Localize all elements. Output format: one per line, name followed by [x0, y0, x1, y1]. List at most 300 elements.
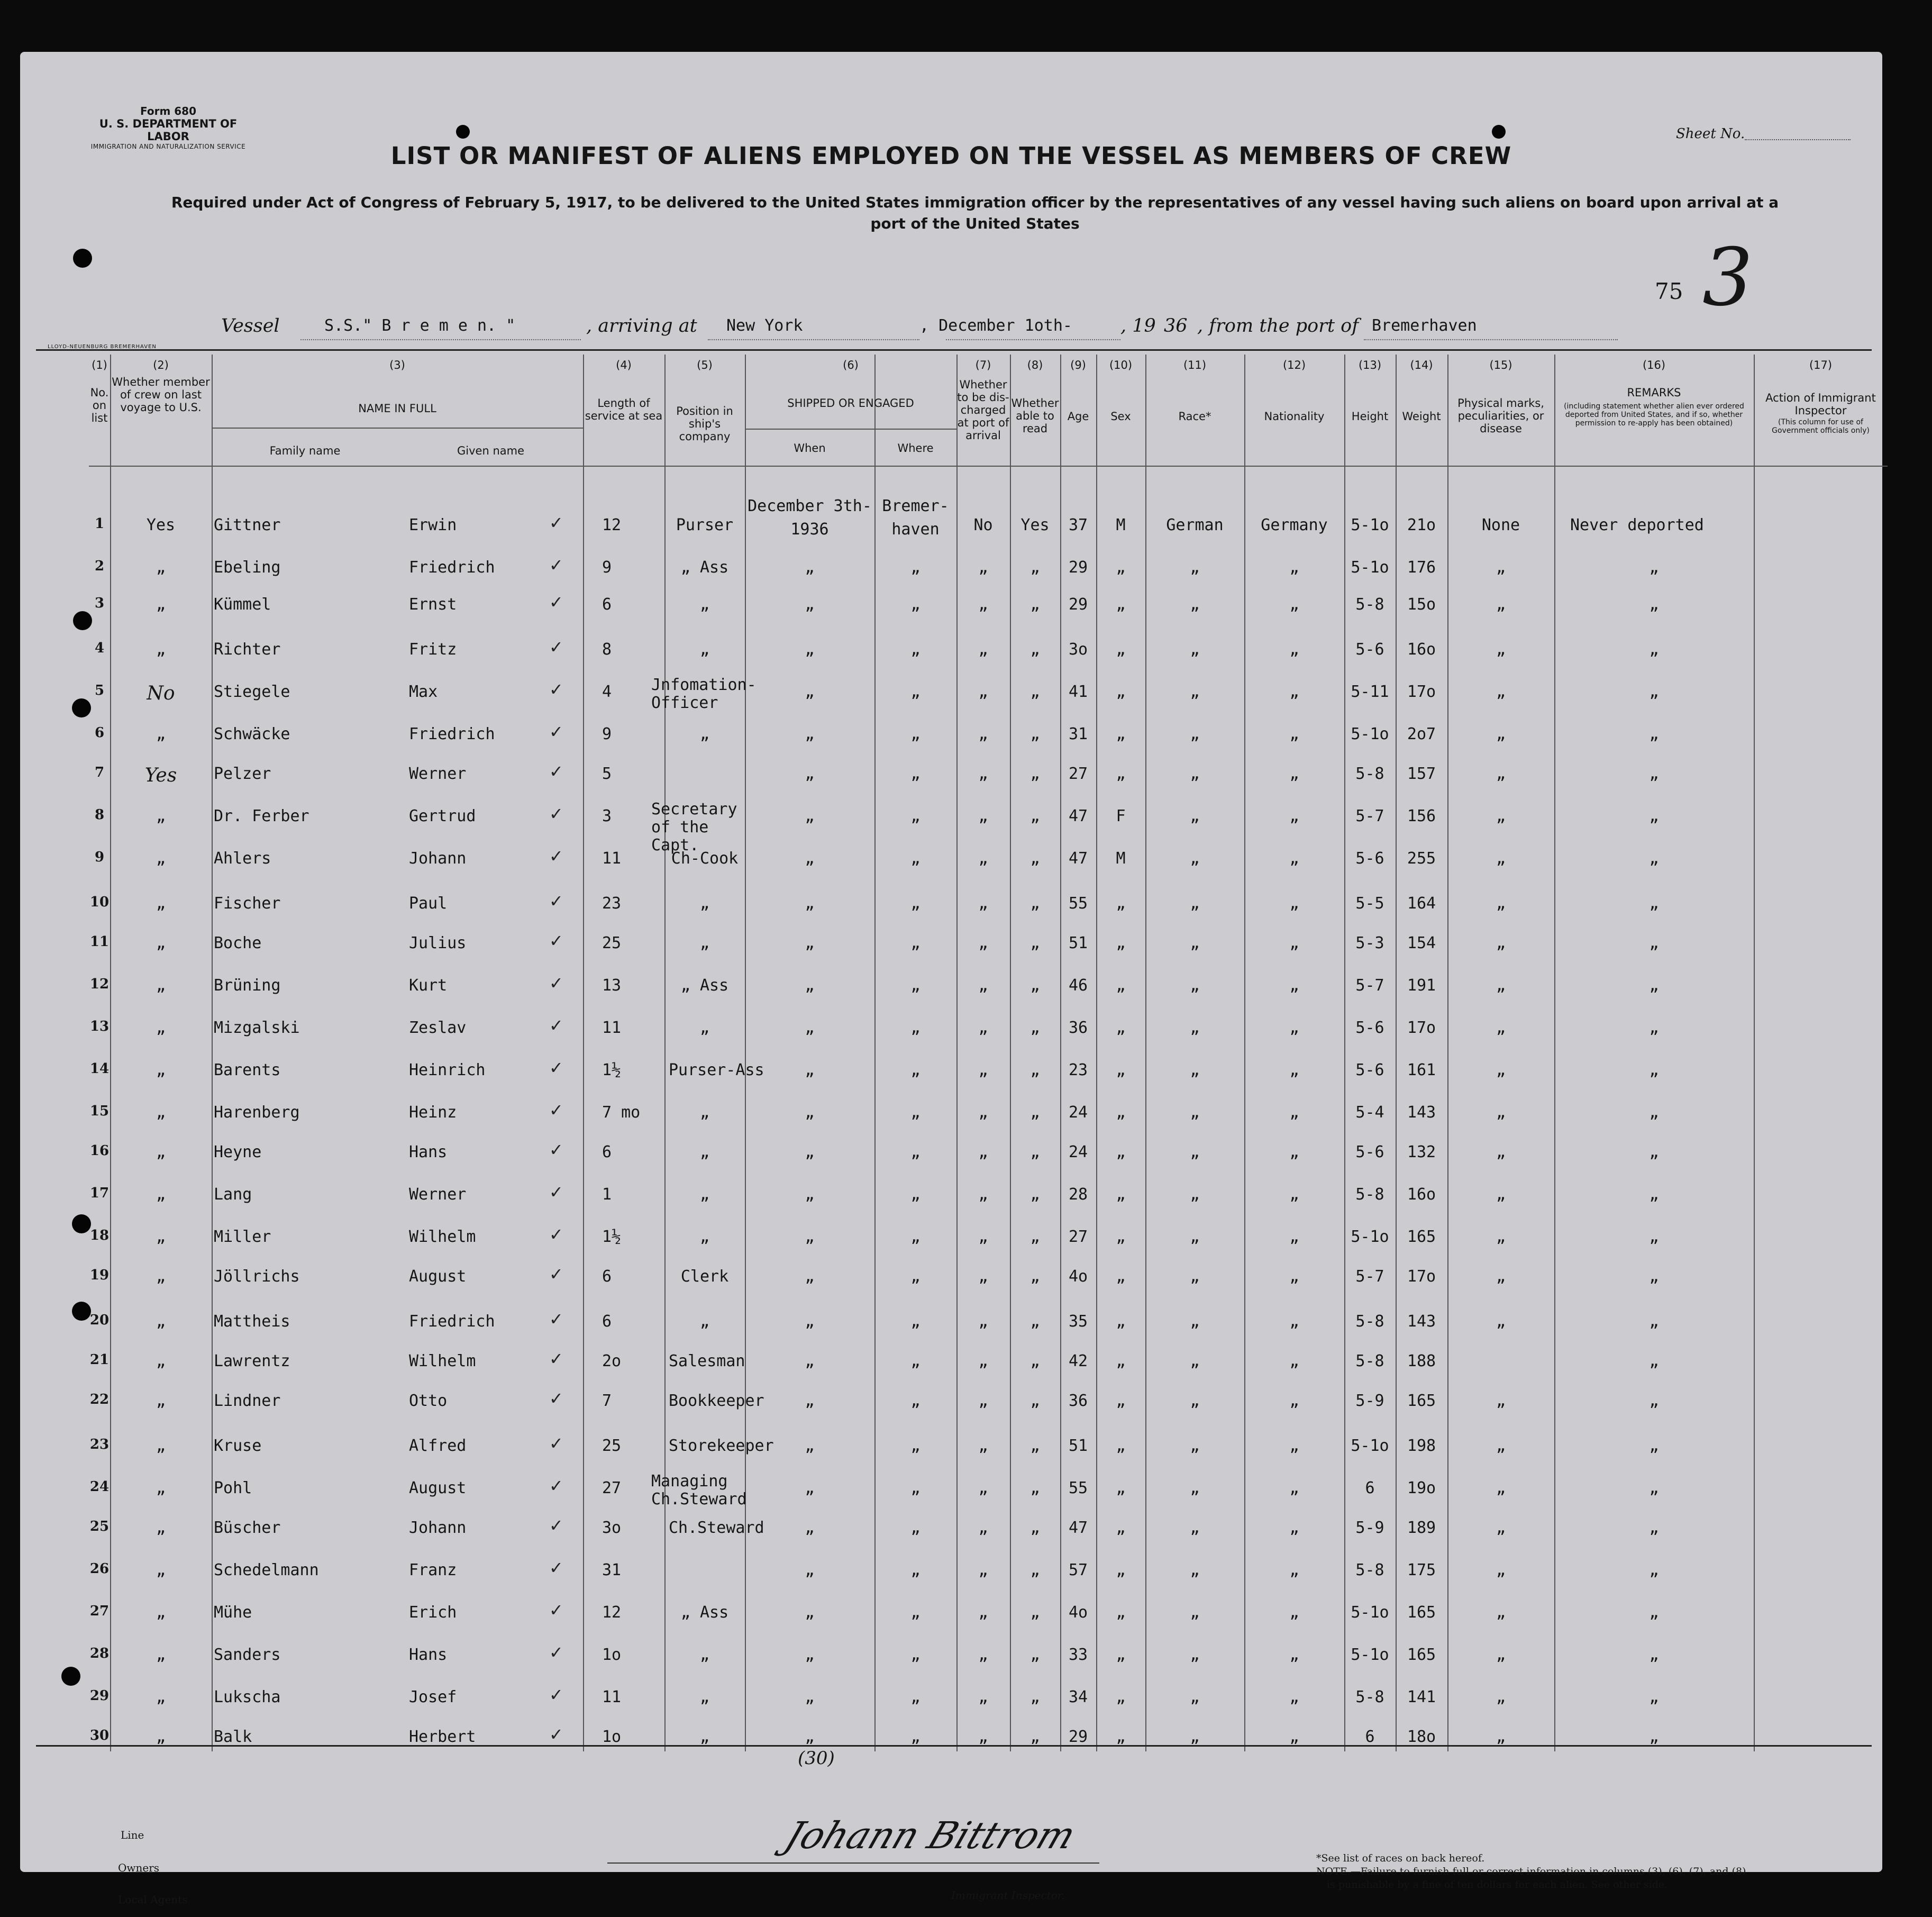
table-row [89, 1224, 1888, 1259]
member-value: „ [156, 1312, 166, 1331]
shipped-where: „ [910, 1103, 921, 1122]
height: 5-7 [1355, 807, 1384, 825]
physical-marks: „ [1496, 1019, 1506, 1037]
height: 5-4 [1355, 1103, 1384, 1122]
race: „ [1190, 765, 1200, 783]
remarks: „ [1649, 595, 1659, 614]
bottom-rule [36, 1745, 1872, 1747]
header-physical: Physical marks, peculiarities, or disease [1457, 397, 1544, 435]
row-number: 12 [89, 976, 110, 992]
service-length: 7 [602, 1392, 612, 1410]
remarks: „ [1649, 558, 1659, 577]
remarks: „ [1649, 1561, 1659, 1579]
physical-marks: „ [1496, 976, 1506, 995]
remarks: „ [1649, 934, 1659, 952]
table-row [89, 846, 1888, 881]
given-name: Max [409, 683, 438, 701]
row-number: 5 [94, 683, 105, 698]
read-value: „ [1030, 1061, 1040, 1079]
age: 51 [1068, 934, 1088, 952]
header-length: Length of service at sea [585, 397, 663, 422]
given-name: Zeslav [409, 1019, 467, 1037]
family-name: Lukscha [214, 1688, 281, 1706]
race: „ [1190, 1479, 1200, 1497]
check-mark: ✓ [549, 637, 563, 657]
row-number: 24 [89, 1479, 110, 1495]
shipped-when: „ [805, 683, 815, 701]
age: 29 [1068, 1728, 1088, 1746]
physical-marks: „ [1496, 1267, 1506, 1286]
shipped-when: „ [805, 558, 815, 577]
given-name: Johann [409, 1519, 467, 1537]
given-name: Erich [409, 1603, 457, 1622]
footer-inspector-label: Immigrant Inspector. [951, 1889, 1065, 1902]
remarks: „ [1649, 765, 1659, 783]
shipped-when: „ [805, 1688, 815, 1706]
discharged-value: „ [978, 894, 988, 913]
race: „ [1190, 595, 1200, 614]
table-row [89, 1642, 1888, 1677]
read-value: „ [1030, 976, 1040, 995]
weight: 156 [1407, 807, 1436, 825]
check-mark: ✓ [549, 1685, 563, 1705]
row-number: 14 [89, 1061, 110, 1077]
shipped-where: „ [910, 849, 921, 868]
race: „ [1190, 934, 1200, 952]
nationality: „ [1289, 558, 1299, 577]
sex: „ [1116, 1603, 1126, 1622]
port-underline [708, 339, 919, 340]
service-length: 25 [602, 1437, 622, 1455]
position: Purser [676, 516, 734, 534]
header-discharged: Whether to be dis-charged at port of arrival [957, 378, 1009, 442]
read-value: „ [1030, 683, 1040, 701]
weight: 17o [1407, 1019, 1436, 1037]
age: 35 [1068, 1312, 1088, 1331]
nationality: „ [1289, 1603, 1299, 1622]
sheet-no-label: Sheet No. [1676, 126, 1745, 142]
age: 36 [1068, 1392, 1088, 1410]
footer-line-label: Line [121, 1829, 144, 1841]
sex: „ [1116, 1561, 1126, 1579]
given-name: Erwin [409, 516, 457, 534]
service-length: 11 [602, 1688, 622, 1706]
total-count: (30) [798, 1748, 835, 1769]
header-rule [745, 429, 956, 430]
given-name: Josef [409, 1688, 457, 1706]
sex: „ [1116, 1728, 1126, 1746]
shipped-when: „ [805, 1561, 815, 1579]
crew-table [89, 355, 1888, 1751]
header-age: Age [1067, 410, 1089, 423]
family-name: Balk [214, 1728, 252, 1746]
given-name: Kurt [409, 976, 448, 995]
nationality: „ [1289, 1267, 1299, 1286]
service-length: 9 [602, 558, 612, 577]
shipped-when: „ [805, 640, 815, 659]
shipped-when: „ [805, 934, 815, 952]
nationality: „ [1289, 1646, 1299, 1664]
age: 4o [1068, 1603, 1088, 1622]
sex: „ [1116, 934, 1126, 952]
discharged-value: „ [978, 558, 988, 577]
height: 5-8 [1355, 1352, 1384, 1370]
race: German [1166, 516, 1224, 534]
shipped-when: „ [805, 1143, 815, 1161]
given-name: Wilhelm [409, 1352, 476, 1370]
table-row [89, 1058, 1888, 1093]
page-title: LIST OR MANIFEST OF ALIENS EMPLOYED ON THE VESSEL AS MEMBERS OF CREW [390, 142, 1512, 170]
table-row [89, 800, 1888, 855]
race: „ [1190, 1646, 1200, 1664]
physical-marks: „ [1496, 1103, 1506, 1122]
table-row [89, 1100, 1888, 1135]
race: „ [1190, 1143, 1200, 1161]
check-mark: ✓ [549, 1058, 563, 1078]
position: Jnfomation-Officer [651, 676, 757, 712]
shipped-where: „ [910, 725, 921, 743]
age: 47 [1068, 1519, 1088, 1537]
height: 5-1o [1351, 1228, 1389, 1246]
check-mark: ✓ [549, 761, 563, 782]
date-underline [946, 339, 1120, 340]
remarks: „ [1649, 725, 1659, 743]
top-rule [36, 349, 1872, 351]
race: „ [1190, 1519, 1200, 1537]
table-row [89, 1600, 1888, 1635]
physical-marks: „ [1496, 725, 1506, 743]
service-length: 4 [602, 683, 612, 701]
row-number: 30 [89, 1728, 110, 1743]
sex: „ [1116, 1437, 1126, 1455]
sex: „ [1116, 894, 1126, 913]
weight: 17o [1407, 683, 1436, 701]
shipped-where: „ [910, 765, 921, 783]
discharged-value: „ [978, 1267, 988, 1286]
sex: „ [1116, 1519, 1126, 1537]
discharged-value: „ [978, 1646, 988, 1664]
header-c9: (9) [1070, 359, 1086, 371]
check-mark: ✓ [549, 931, 563, 951]
family-name: Jöllrichs [214, 1267, 300, 1286]
shipped-when: „ [805, 894, 815, 913]
family-name: Lindner [214, 1392, 281, 1410]
member-value: Yes [146, 516, 176, 534]
member-value: „ [156, 1646, 166, 1664]
remarks: „ [1649, 849, 1659, 868]
shipped-where: „ [910, 1688, 921, 1706]
race: „ [1190, 683, 1200, 701]
position: Ch.Steward [669, 1519, 764, 1537]
family-name: Boche [214, 934, 262, 952]
age: 37 [1068, 516, 1088, 534]
nationality: „ [1289, 640, 1299, 659]
race: „ [1190, 849, 1200, 868]
header-c11: (11) [1183, 359, 1207, 371]
family-name: Schwäcke [214, 725, 290, 743]
shipped-when: „ [805, 1061, 815, 1079]
header-remarks_note: (including statement whether alien ever ordered deported from United States, and if so, whether permission to re-apply has been obtained) [1564, 402, 1744, 428]
nationality: „ [1289, 934, 1299, 952]
sex: „ [1116, 1352, 1126, 1370]
member-value: „ [156, 849, 166, 868]
given-name: August [409, 1267, 467, 1286]
shipped-when: „ [805, 1603, 815, 1622]
row-number: 9 [94, 849, 105, 865]
physical-marks: „ [1496, 1392, 1506, 1410]
sex: „ [1116, 595, 1126, 614]
row-number: 4 [94, 640, 105, 656]
shipped-where: „ [910, 1228, 921, 1246]
shipped-when: December 3th-1936 [748, 497, 872, 539]
service-length: 23 [602, 894, 622, 913]
position: Ch-Cook [671, 849, 739, 868]
read-value: „ [1030, 1185, 1040, 1204]
weight: 132 [1407, 1143, 1436, 1161]
member-value: „ [156, 1103, 166, 1122]
department: U. S. DEPARTMENT OF LABOR [99, 117, 238, 143]
position: Secretary of the Capt. [651, 800, 737, 855]
service-length: 12 [602, 516, 622, 534]
table-row [89, 1264, 1888, 1299]
table-row [89, 761, 1888, 796]
table-row [89, 891, 1888, 926]
height: 5-9 [1355, 1519, 1384, 1537]
weight: 191 [1407, 976, 1436, 995]
check-mark: ✓ [549, 1100, 563, 1120]
physical-marks: „ [1496, 1061, 1506, 1079]
read-value: „ [1030, 1646, 1040, 1664]
remarks: „ [1649, 1143, 1659, 1161]
family-name: Barents [214, 1061, 281, 1079]
race: „ [1190, 1688, 1200, 1706]
family-name: Heyne [214, 1143, 262, 1161]
remarks: „ [1649, 1603, 1659, 1622]
row-number: 21 [89, 1352, 110, 1368]
family-name: Kruse [214, 1437, 262, 1455]
header-rule [89, 466, 1888, 467]
table-row [89, 1388, 1888, 1423]
nationality: „ [1289, 1728, 1299, 1746]
nationality: „ [1289, 1352, 1299, 1370]
position: Purser-Ass [669, 1061, 764, 1079]
service-length: 1½ [602, 1228, 622, 1246]
nationality: „ [1289, 1561, 1299, 1579]
remarks: Never deported [1570, 516, 1704, 534]
shipped-where: Bremer-haven [882, 497, 949, 539]
header-action: Action of Immigrant Inspector [1765, 392, 1876, 417]
position: „ [699, 640, 710, 659]
discharged-value: „ [978, 1228, 988, 1246]
physical-marks: „ [1496, 683, 1506, 701]
nationality: „ [1289, 1228, 1299, 1246]
check-mark: ✓ [549, 1388, 563, 1409]
header-c4: (4) [616, 359, 632, 371]
header-c2: (2) [153, 359, 169, 371]
nationality: „ [1289, 683, 1299, 701]
given-name: Hans [409, 1646, 448, 1664]
given-name: Fritz [409, 640, 457, 659]
sex: „ [1116, 1312, 1126, 1331]
family-name: Brüning [214, 976, 281, 995]
service-length: 1½ [602, 1061, 622, 1079]
family-name: Pelzer [214, 765, 271, 783]
table-row [89, 1472, 1888, 1511]
race: „ [1190, 976, 1200, 995]
age: 33 [1068, 1646, 1088, 1664]
given-name: Gertrud [409, 807, 476, 825]
subtitle: Required under Act of Congress of February 5, 1917, to be delivered to the United States immigration officer by the representatives of any vessel having such aliens on board upon arrival at a port of the United States [171, 194, 1779, 232]
member-value: „ [156, 1437, 166, 1455]
given-name: Friedrich [409, 725, 495, 743]
read-value: „ [1030, 807, 1040, 825]
family-name: Richter [214, 640, 281, 659]
position: Salesman [669, 1352, 745, 1370]
read-value: „ [1030, 1352, 1040, 1370]
read-value: „ [1030, 1561, 1040, 1579]
member-value: „ [156, 1519, 166, 1537]
shipped-where: „ [910, 1479, 921, 1497]
given-name: Ernst [409, 595, 457, 614]
member-value: „ [156, 595, 166, 614]
weight: 154 [1407, 934, 1436, 952]
header-family: Family name [269, 444, 341, 457]
height: 5-6 [1355, 1143, 1384, 1161]
race: „ [1190, 1728, 1200, 1746]
table-row [89, 1433, 1888, 1468]
remarks: „ [1649, 683, 1659, 701]
sex: „ [1116, 725, 1126, 743]
shipped-where: „ [910, 1312, 921, 1331]
race: „ [1190, 1228, 1200, 1246]
sex: „ [1116, 1646, 1126, 1664]
nationality: „ [1289, 1437, 1299, 1455]
age: 29 [1068, 558, 1088, 577]
member-value: „ [156, 1728, 166, 1746]
check-mark: ✓ [549, 592, 563, 612]
remarks: „ [1649, 1228, 1659, 1246]
shipped-when: „ [805, 1728, 815, 1746]
position: „ [699, 1312, 710, 1331]
shipped-when: „ [805, 725, 815, 743]
race: „ [1190, 1352, 1200, 1370]
position: „ [699, 1728, 710, 1746]
remarks: „ [1649, 1728, 1659, 1746]
shipped-where: „ [910, 1437, 921, 1455]
row-number: 6 [94, 725, 105, 741]
physical-marks: „ [1496, 1688, 1506, 1706]
race: „ [1190, 1437, 1200, 1455]
age: 55 [1068, 894, 1088, 913]
shipped-when: „ [805, 1519, 815, 1537]
member-value: No [147, 683, 175, 704]
row-number: 17 [89, 1185, 110, 1201]
check-mark: ✓ [549, 1140, 563, 1160]
shipped-where: „ [910, 894, 921, 913]
given-name: Friedrich [409, 558, 495, 577]
shipped-where: „ [910, 976, 921, 995]
header-c15: (15) [1489, 359, 1512, 371]
check-mark: ✓ [549, 1224, 563, 1244]
sex: „ [1116, 1228, 1126, 1246]
read-value: „ [1030, 725, 1040, 743]
from-port: Bremerhaven [1372, 316, 1477, 335]
height: 5-8 [1355, 595, 1384, 614]
physical-marks: „ [1496, 1185, 1506, 1204]
remarks: „ [1649, 807, 1659, 825]
sex: „ [1116, 1061, 1126, 1079]
age: 55 [1068, 1479, 1088, 1497]
race: „ [1190, 1185, 1200, 1204]
discharged-value: „ [978, 765, 988, 783]
service-length: 12 [602, 1603, 622, 1622]
shipped-where: „ [910, 1352, 921, 1370]
service-length: 1o [602, 1646, 622, 1664]
service-length: 6 [602, 1267, 612, 1286]
nationality: „ [1289, 894, 1299, 913]
nationality: „ [1289, 1103, 1299, 1122]
position: „ [699, 1185, 710, 1204]
race: „ [1190, 894, 1200, 913]
family-name: Fischer [214, 894, 281, 913]
read-value: „ [1030, 595, 1040, 614]
position: Storekeeper [669, 1437, 774, 1455]
member-value: „ [156, 1019, 166, 1037]
height: 5-8 [1355, 1688, 1384, 1706]
weight: 17o [1407, 1267, 1436, 1286]
sex: „ [1116, 765, 1126, 783]
header-no: No. on list [90, 386, 109, 424]
age: 24 [1068, 1143, 1088, 1161]
header-rule [212, 428, 583, 429]
sex: „ [1116, 1688, 1126, 1706]
discharged-value: „ [978, 1728, 988, 1746]
service-length: 5 [602, 765, 612, 783]
weight: 16o [1407, 1185, 1436, 1204]
row-number: 3 [94, 595, 105, 611]
table-row [89, 676, 1888, 714]
weight: 2o7 [1407, 725, 1436, 743]
header-c17: (17) [1809, 359, 1833, 371]
header-c12: (12) [1282, 359, 1306, 371]
header-where: Where [897, 442, 934, 455]
check-mark: ✓ [549, 1600, 563, 1620]
discharged-value: „ [978, 640, 988, 659]
from-port-underline [1364, 339, 1618, 340]
table-row [89, 1558, 1888, 1593]
position: „ [699, 725, 710, 743]
nationality: „ [1289, 1019, 1299, 1037]
height: 5-8 [1355, 1185, 1384, 1204]
table-row [89, 1140, 1888, 1175]
shipped-when: „ [805, 1479, 815, 1497]
height: 5-7 [1355, 976, 1384, 995]
weight: 18o [1407, 1728, 1436, 1746]
shipped-where: „ [910, 1019, 921, 1037]
handwritten-sheet-number: 3 [1702, 232, 1753, 324]
nationality: Germany [1261, 516, 1328, 534]
age: 51 [1068, 1437, 1088, 1455]
family-name: Stiegele [214, 683, 290, 701]
physical-marks: „ [1496, 640, 1506, 659]
physical-marks: „ [1496, 1728, 1506, 1746]
family-name: Sanders [214, 1646, 281, 1664]
nationality: „ [1289, 725, 1299, 743]
discharged-value: „ [978, 1519, 988, 1537]
family-name: Kümmel [214, 595, 271, 614]
nationality: „ [1289, 1185, 1299, 1204]
member-value: „ [156, 1479, 166, 1497]
